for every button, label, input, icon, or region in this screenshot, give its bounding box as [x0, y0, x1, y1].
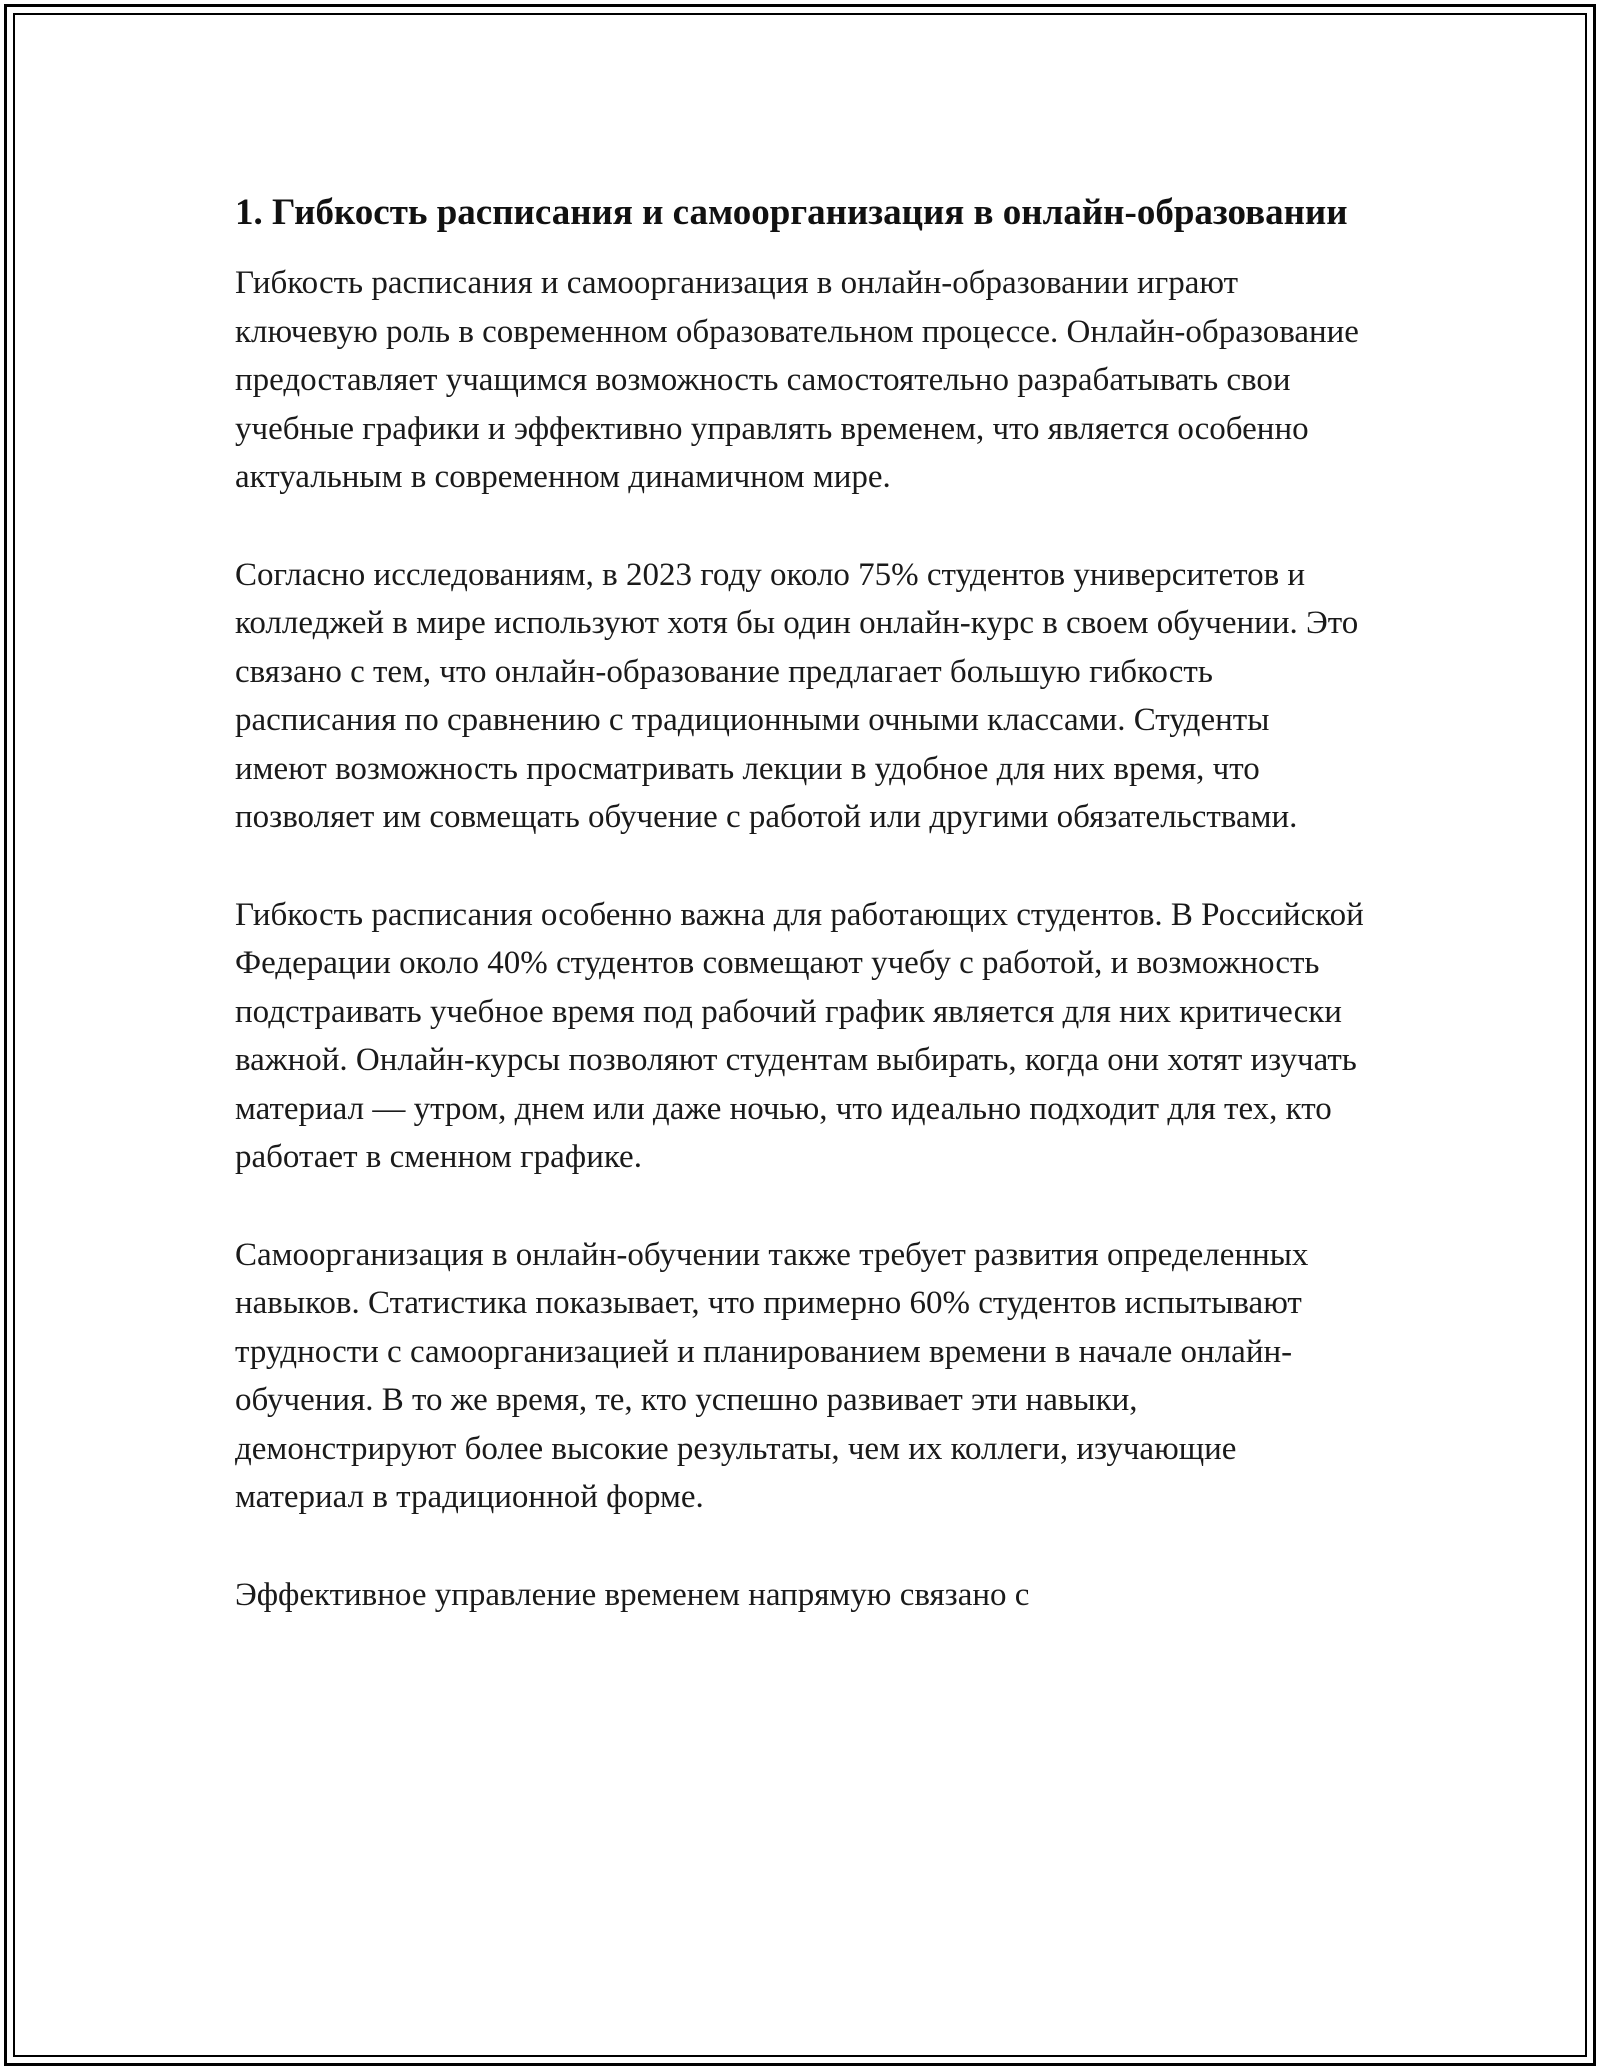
paragraph-4: Самоорганизация в онлайн-обучении также требует развития определенных навыков. Статистика показывает, что примерно 60% студентов испытывают трудности с самоорганизацией и планированием времени в начале онлайн-обучения. В то же время, те, кто успешно развивает эти навыки, демонстрируют более высокие результаты, чем их коллеги, изучающие материал в традиционной форме.: [235, 1236, 1309, 1515]
section-heading: 1. Гибкость расписания и самоорганизация в онлайн-образовании: [235, 192, 1348, 233]
paragraph-2: Согласно исследованиям, в 2023 году около 75% студентов университетов и колледжей в мире используют хотя бы один онлайн-курс в своем обучении. Это связано с тем, что онлайн-образование предлагает большую гибкость расписания по сравнению с традиционными очными классами. Студенты имеют возможность просматривать лекции в удобное для них время, что позволяет им совмещать обучение с работой или другими обязательствами.: [235, 556, 1359, 835]
paragraph-3: Гибкость расписания особенно важна для работающих студентов. В Российской Федерации около 40% студентов совмещают учебу с работой, и возможность подстраивать учебное время под рабочий график является для них критически важной. Онлайн-курсы позволяют студентам выбирать, когда они хотят изучать материал — утром, днем или даже ночью, что идеально подходит для тех, кто работает в сменном графике.: [235, 896, 1364, 1175]
document-body: [235, 186, 1365, 1668]
paragraph-5: Эффективное управление временем напрямую связано с: [235, 1576, 1030, 1613]
paragraph-1: Гибкость расписания и самоорганизация в онлайн-образовании играют ключевую роль в современном образовательном процессе. Онлайн-образование предоставляет учащимся возможность самостоятельно разрабатывать свои учебные графики и эффективно управлять временем, что является особенно актуальным в современном динамичном мире.: [235, 265, 1359, 495]
